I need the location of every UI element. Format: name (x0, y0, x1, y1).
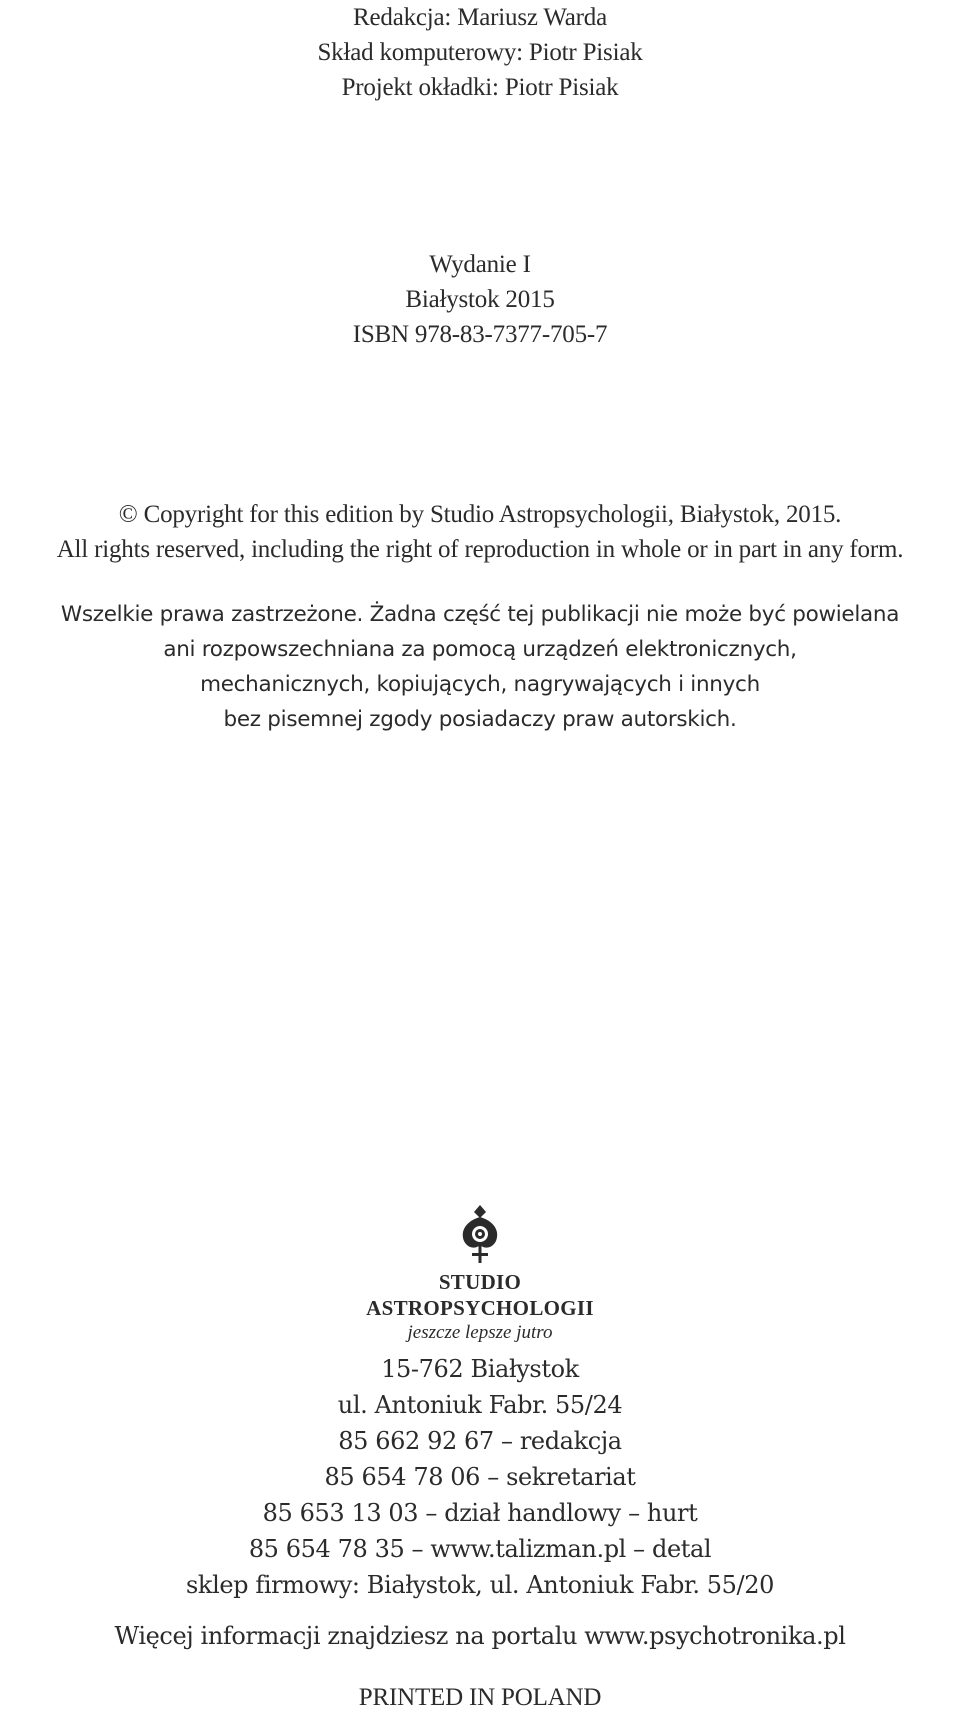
rights-pl-line: ani rozpowszechniana za pomocą urządzeń elektronicznych, (163, 637, 797, 662)
phone-retail: 85 654 78 35 – www.talizman.pl – detal (248, 1535, 712, 1563)
address-street: ul. Antoniuk Fabr. 55/24 (337, 1391, 623, 1419)
rights-pl-block (0, 597, 960, 737)
copyright-notice: © Copyright for this edition by Studio Astropsychologii, Białystok, 2015. (118, 501, 842, 528)
rights-pl-line: mechanicznych, kopiujących, nagrywających i innych (200, 672, 760, 697)
copyright-block (0, 497, 960, 567)
rights-pl-line: Wszelkie prawa zastrzeżone. Żadna część tej publikacji nie może być powielana (60, 602, 900, 627)
credit-cover-design: Projekt okładki: Piotr Pisiak (341, 74, 619, 101)
edition-number: Wydanie I (429, 251, 531, 278)
isbn: ISBN 978-83-7377-705-7 (352, 321, 608, 348)
address-city: 15-762 Białystok (381, 1355, 579, 1383)
company-store: sklep firmowy: Białystok, ul. Antoniuk Fabr. 55/20 (186, 1571, 774, 1599)
astrology-symbol-icon (456, 1203, 504, 1265)
publisher-logo (0, 1203, 960, 1345)
printed-in-notice: PRINTED IN POLAND (358, 1684, 602, 1711)
publisher-tagline: jeszcze lepsze jutro (407, 1322, 553, 1343)
edition-place-year: Białystok 2015 (405, 286, 555, 313)
credit-editor: Redakcja: Mariusz Warda (353, 4, 607, 31)
publisher-name-line2: ASTROPSYCHOLOGII (366, 1296, 594, 1320)
phone-editorial: 85 662 92 67 – redakcja (338, 1427, 622, 1455)
rights-pl-line: bez pisemnej zgody posiadaczy praw autorskich. (223, 707, 737, 732)
phone-wholesale: 85 653 13 03 – dział handlowy – hurt (262, 1499, 698, 1527)
publisher-name-line1: STUDIO (438, 1270, 522, 1294)
address-block (0, 1351, 960, 1603)
edition-block (0, 247, 960, 352)
more-info-line: Więcej informacji znajdziesz na portalu www.psychotronika.pl (114, 1622, 846, 1650)
credit-typesetting: Skład komputerowy: Piotr Pisiak (317, 39, 643, 66)
phone-secretariat: 85 654 78 06 – sekretariat (324, 1463, 636, 1491)
rights-reserved-notice: All rights reserved, including the right of reproduction in whole or in part in any form. (56, 536, 904, 563)
credits-block (0, 0, 960, 105)
